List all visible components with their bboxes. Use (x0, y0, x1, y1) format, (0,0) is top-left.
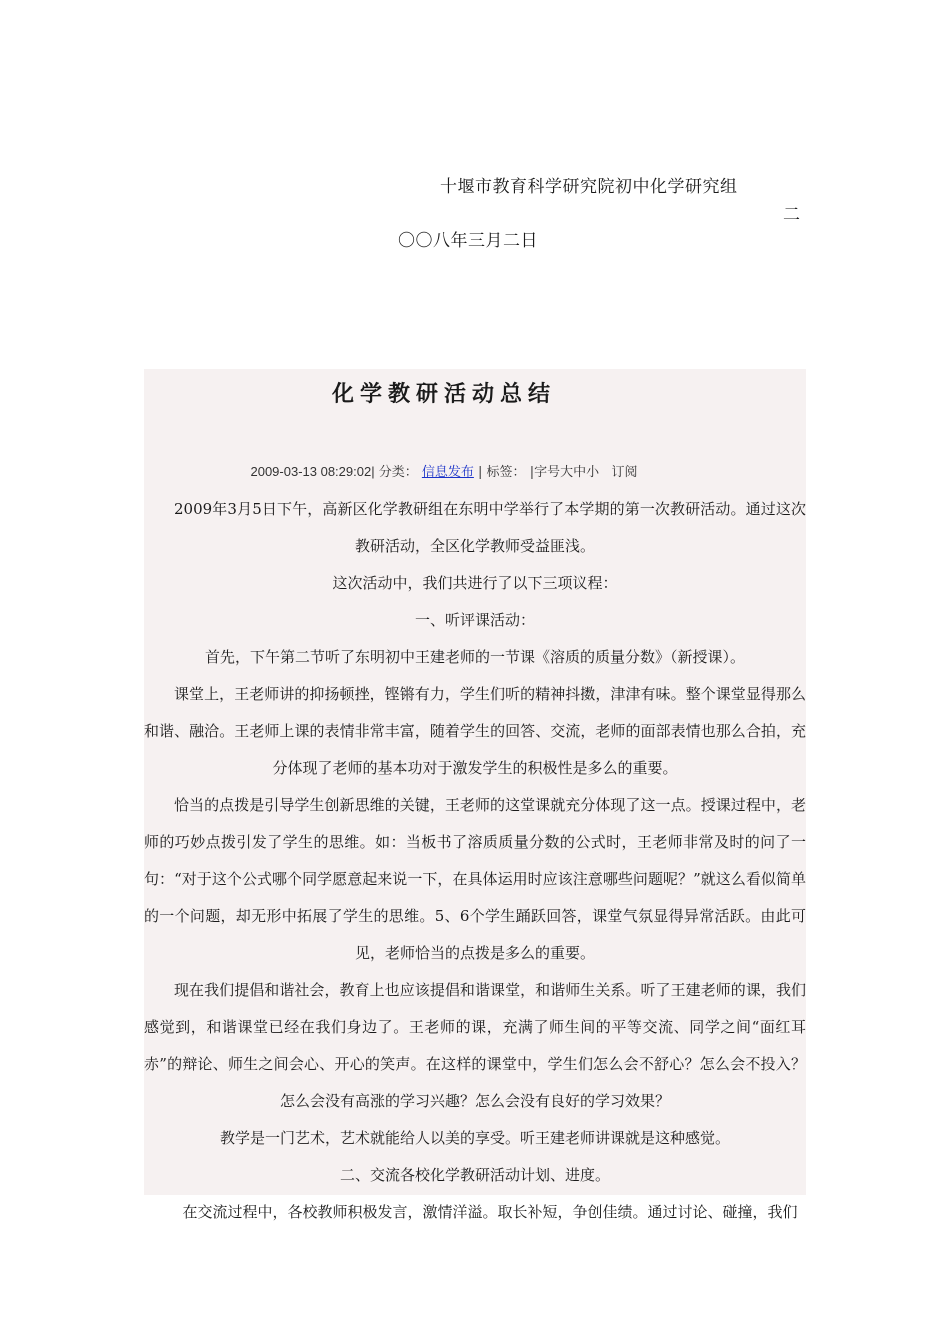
article-body (144, 491, 806, 1231)
paragraph-harmony: 现在我们提倡和谐社会，教育上也应该提倡和谐课堂，和谐师生关系。听了王建老师的课，我们感觉到，和谐课堂已经在我们身边了。王老师的课，充满了师生间的平等交流、同学之间“面红耳赤”的辩论、师生之间会心、开心的笑声。在这样的课堂中，学生们怎么会不舒心？怎么会不投入？怎么会没有高涨的学习兴趣？怎么会没有良好的学习效果？ (144, 981, 806, 1110)
section-heading-1: 一、听评课活动： (414, 611, 535, 629)
article-meta (144, 461, 744, 480)
signature-date-part1: 二 (783, 205, 800, 225)
tags-label: 标签： (486, 465, 526, 480)
meta-separator: | (473, 465, 483, 480)
section-heading-2: 二、交流各校化学教研活动计划、进度。 (339, 1166, 610, 1184)
subscribe-link[interactable]: 订阅 (611, 465, 638, 480)
paragraph-art: 教学是一门艺术，艺术就能给人以美的享受。听王建老师讲课就是这种感觉。 (219, 1129, 730, 1147)
signature-date-part2: 〇〇八年三月二日 (398, 231, 538, 251)
article-timestamp: 2009-03-13 08:29:02| (250, 464, 375, 479)
category-label: 分类： (378, 465, 418, 480)
signature-org: 十堰市教育科学研究院初中化学研究组 (440, 177, 738, 197)
paragraph-exchange: 在交流过程中，各校教师积极发言，激情洋溢。取长补短，争创佳绩。通过讨论、碰撞，我们 (182, 1203, 798, 1221)
article-title: 化学教研活动总结 (331, 382, 556, 407)
paragraph-agenda: 这次活动中，我们共进行了以下三项议程： (332, 574, 618, 592)
paragraph-classroom: 课堂上，王老师讲的抑扬顿挫，铿锵有力，学生们听的精神抖擞，津津有味。整个课堂显得那么和谐、融洽。王老师上课的表情非常丰富，随着学生的回答、交流，老师的面部表情也那么合拍，充分体现了老师的基本功对于激发学生的积极性是多么的重要。 (144, 685, 806, 777)
paragraph-lesson: 首先，下午第二节听了东明初中王建老师的一节课《溶质的质量分数》（新授课）。 (204, 648, 745, 666)
paragraph-intro: 2009年3月5日下午，高新区化学教研组在东明中学举行了本学期的第一次教研活动。通过这次教研活动，全区化学教师受益匪浅。 (174, 500, 806, 555)
category-link[interactable]: 信息发布 (421, 465, 474, 480)
article-panel (144, 369, 806, 1221)
paragraph-guidance: 恰当的点拨是引导学生创新思维的关键，王老师的这堂课就充分体现了这一点。授课过程中，老师的巧妙点拨引发了学生的思维。如：当板书了溶质质量分数的公式时，王老师非常及时的问了一句：“对于这个公式哪个同学愿意起来说一下，在具体运用时应该注意哪些问题呢？”就这么看似简单的一个问题，却无形中拓展了学生的思维。5、6个学生踊跃回答，课堂气氛显得异常活跃。由此可见，老师恰当的点拨是多么的重要。 (144, 796, 806, 962)
font-size-control[interactable]: |字号大中小 (529, 465, 600, 480)
